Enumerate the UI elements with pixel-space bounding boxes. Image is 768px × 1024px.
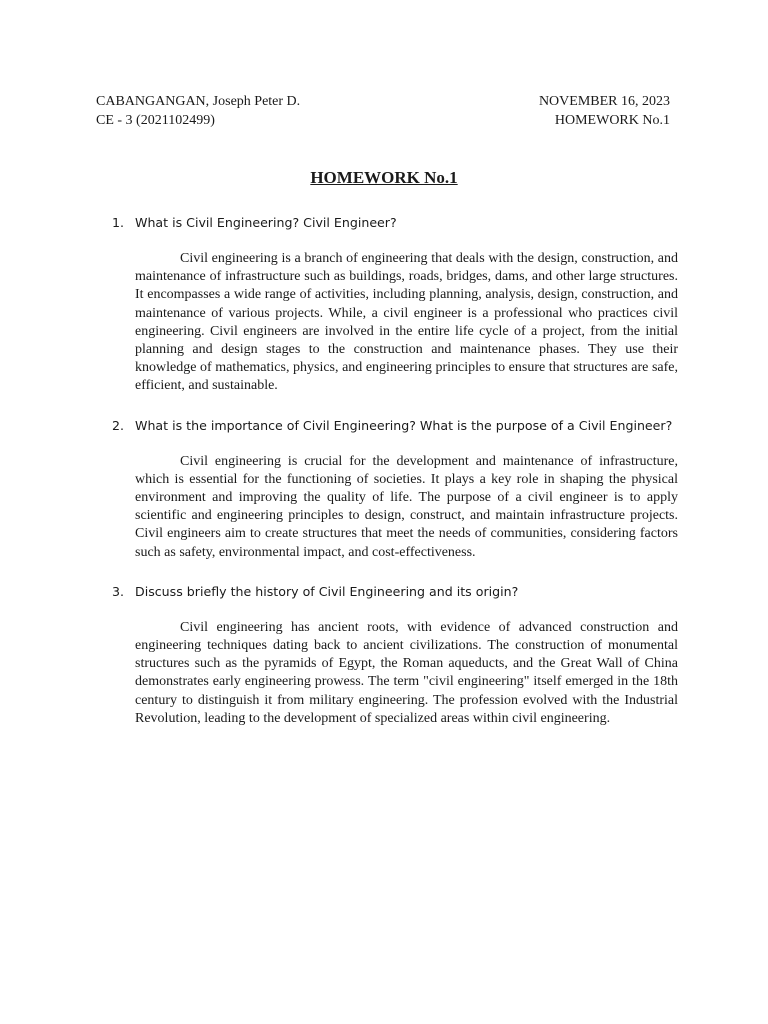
document-header bbox=[96, 92, 670, 130]
question-item bbox=[112, 416, 678, 562]
question-number: 3. bbox=[112, 583, 125, 599]
document-body bbox=[112, 213, 678, 748]
header-row-2 bbox=[96, 111, 670, 130]
question-text: What is the importance of Civil Engineering? What is the purpose of a Civil Engineer? bbox=[135, 417, 673, 433]
answer-paragraph: Civil engineering is a branch of engineering that deals with the design, construction, and maintenance of infrastructure such as buildings, roads, bridges, dams, and other large structures. It encompasses a wide range of activities, including planning, analysis, design, construction, and maintenance of various projects. While, a civil engineer is a professional who practices civil engineering. Civil engineers are involved in the entire life cycle of a project, from the initial planning and design stages to the construction and maintenance phases. They use their knowledge of mathematics, physics, and engineering principles to ensure that structures are safe, efficient, and sustainable. bbox=[135, 251, 678, 394]
question-line bbox=[112, 582, 678, 601]
question-text: What is Civil Engineering? Civil Engineer? bbox=[135, 215, 397, 230]
answer-paragraph: Civil engineering is crucial for the development and maintenance of infrastructure, which is essential for the functioning of societies. It plays a key role in shaping the physical environment and improving the quality of life. The purpose of a civil engineer is to apply scientific and engineering principles to design, construct, and maintain infrastructure projects. Civil engineers aim to create structures that meet the needs of communities, considering factors such as safety, environmental impact, and cost-effectiveness. bbox=[135, 453, 678, 560]
question-line bbox=[112, 416, 678, 435]
submission-date: NOVEMBER 16, 2023 bbox=[538, 94, 670, 109]
section-id: CE - 3 (2021102499) bbox=[96, 113, 215, 128]
student-name: CABANGANGAN, Joseph Peter D. bbox=[96, 94, 301, 109]
answer-paragraph: Civil engineering has ancient roots, with evidence of advanced construction and engineering techniques dating back to ancient civilizations. The construction of monumental structures such as the pyramids of Egypt, the Roman aqueducts, and the Great Wall of China demonstrates early engineering prowess. The term "civil engineering" itself emerged in the 18th century to distinguish it from military engineering. The profession evolved with the Industrial Revolution, leading to the development of specialized areas within civil engineering. bbox=[135, 619, 678, 726]
question-number: 1. bbox=[112, 215, 125, 230]
question-number: 2. bbox=[112, 417, 125, 433]
document-title-wrap bbox=[0, 168, 768, 188]
assignment-label: HOMEWORK No.1 bbox=[554, 113, 670, 128]
question-line bbox=[112, 213, 678, 232]
question-item bbox=[112, 213, 678, 396]
question-text: Discuss briefly the history of Civil Engineering and its origin? bbox=[135, 583, 519, 599]
header-row-1 bbox=[96, 92, 670, 111]
document-title: HOMEWORK No.1 bbox=[310, 168, 458, 187]
question-item bbox=[112, 582, 678, 728]
